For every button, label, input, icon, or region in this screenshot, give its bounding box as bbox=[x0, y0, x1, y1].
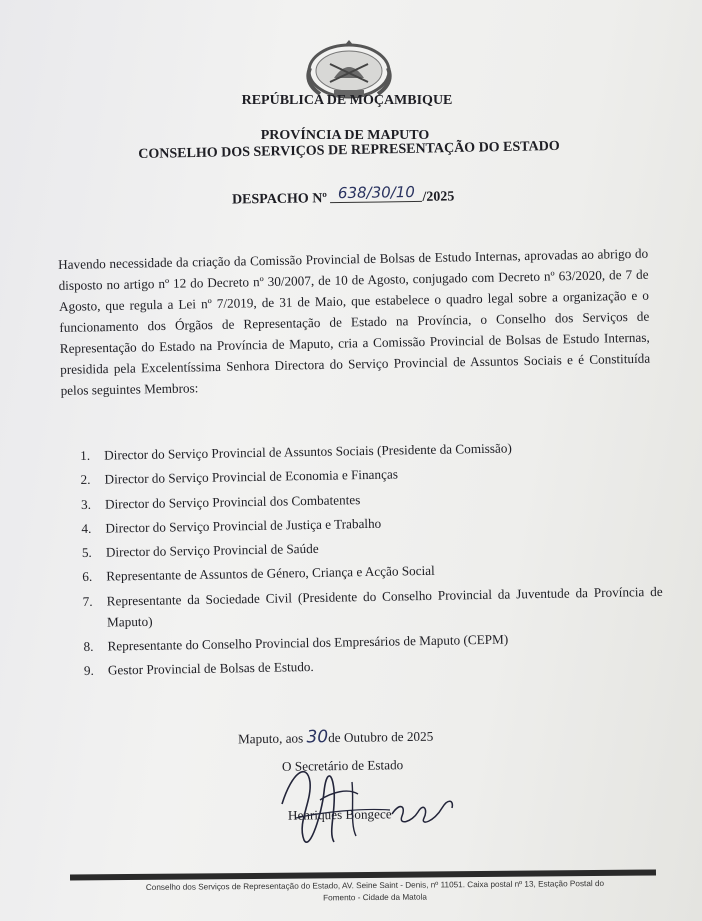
member-number: 6. bbox=[82, 569, 93, 585]
dispatch-number-handwritten: 638/30/10 bbox=[330, 183, 422, 203]
member-number: 4. bbox=[81, 520, 92, 536]
dispatch-label: DESPACHO Nº bbox=[231, 191, 328, 208]
member-item bbox=[83, 581, 664, 633]
member-number: 9. bbox=[83, 663, 94, 679]
footer-line-2: Fomento - Cidade da Matola bbox=[323, 892, 427, 903]
signer-title: O Secretário de Estado bbox=[281, 757, 404, 774]
member-number: 2. bbox=[80, 472, 91, 488]
member-text: Director do Serviço Provincial de Assuntos Sociais (Presidente da Comissão) bbox=[104, 440, 512, 463]
member-number: 5. bbox=[81, 544, 92, 561]
member-text: Director do Serviço Provincial de Saúde bbox=[105, 541, 319, 560]
province-heading: PROVÍNCIA DE MAPUTO bbox=[260, 128, 430, 143]
handwritten-signature bbox=[262, 752, 472, 857]
footer-address bbox=[95, 878, 655, 907]
republic-heading: REPÚBLICA DE MOÇAMBIQUE bbox=[241, 93, 453, 108]
date-month-year: de Outubro de 2025 bbox=[328, 728, 434, 746]
member-text: Director do Serviço Provincial de Economia e Finanças bbox=[104, 466, 399, 487]
member-text: Gestor Provincial de Bolsas de Estudo. bbox=[107, 659, 314, 678]
signer-name: Henriques Bongece bbox=[287, 806, 392, 823]
member-text: Representante da Sociedade Civil (Presidente do Conselho Provincial da Juventude da Província de Maputo) bbox=[106, 583, 663, 630]
council-heading: CONSELHO DOS SERVIÇOS DE REPRESENTAÇÃO DO ESTADO bbox=[138, 138, 560, 163]
member-text: Representante de Assuntos de Género, Criança e Acção Social bbox=[106, 563, 435, 585]
date-line bbox=[238, 726, 434, 749]
member-text: Director do Serviço Provincial dos Combatentes bbox=[104, 491, 361, 512]
body-paragraph: Havendo necessidade da criação da Comissão Provincial de Bolsas de Estudo Internas, aprovadas ao abrigo do disposto no artigo nº 12 do Decreto nº 30/2007, de 10 de Agosto, conjugado com Decreto nº 63/2020, de 7 de Agosto, que regula a Lei nº 7/2019, de 31 de Maio, que estabelece o quadro legal sobre a organização e o funcionamento dos Órgãos de Representação de Estado na Província, o Conselho dos Serviços de Representação do Estado na Província de Maputo, cria a Comissão Provincial de Bolsas de Estudo Internas, presidida pela Excelentíssima Senhora Directora do Serviço Provincial de Assuntos Sociais e é Constituída pelos seguintes Membros: bbox=[58, 245, 651, 398]
date-place: Maputo, aos bbox=[237, 730, 307, 747]
member-number: 1. bbox=[80, 447, 91, 463]
member-number: 7. bbox=[82, 593, 93, 609]
dispatch-year: /2025 bbox=[422, 189, 455, 205]
dispatch-title bbox=[231, 182, 455, 208]
footer-line-1: Conselho dos Serviços de Representação do Estado, AV. Seine Saint - Denis, nº 11051. Caixa postal nº 13, Estação Postal do bbox=[145, 879, 605, 892]
date-day-handwritten: 30 bbox=[306, 727, 329, 748]
member-text: Director do Serviço Provincial de Justiça e Trabalho bbox=[105, 515, 382, 536]
members-list bbox=[80, 435, 664, 685]
member-number: 3. bbox=[80, 496, 92, 512]
national-emblem-icon bbox=[300, 38, 398, 100]
member-text: Representante do Conselho Provincial dos Empresários de Maputo (CEPM) bbox=[107, 631, 509, 654]
member-number: 8. bbox=[83, 638, 94, 655]
